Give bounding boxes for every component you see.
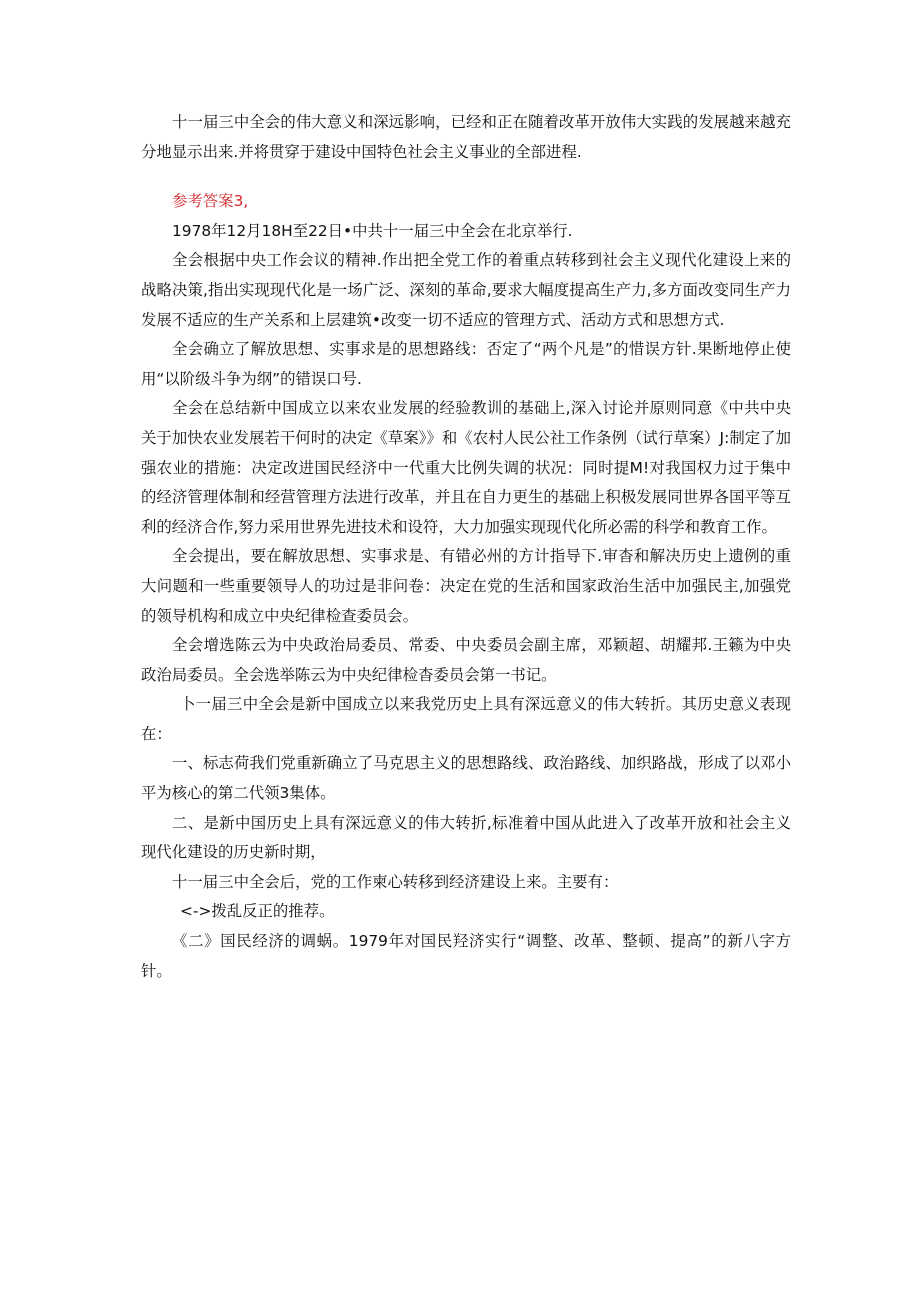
intro-paragraph: 十一届三中全会的伟大意义和深远影响，已经和正在随着改革开放伟大实践的发展越来越充分地显示出来.并将贯穿于建设中国特色社会主义事业的全部进程. <box>141 113 791 161</box>
paragraph-after-plenum: 十一届三中全会后，党的工作柬心转移到经济建设上来。主要有： <box>172 872 619 891</box>
paragraph-point-one: 一、标志荷我们党重新确立了马克思主义的思想路线、政治路线、加织路战，形成了以邓小平为核心的第二代领3集体。 <box>141 754 791 803</box>
paragraph-item-two: 《二》国民经济的调蜗。1979年对国民羟济实行“调整、改革、整顿、提高”的新八字方针。 <box>141 932 791 980</box>
answer-heading: 参考答案3, <box>172 192 249 211</box>
paragraph-date: 1978年12月18H至22日•中共十一届三中全会在北京举行. <box>172 221 573 240</box>
paragraph-ideology: 全会确立了解放思想、实事求是的思想路线：否定了“两个凡是”的惜误方针.果断地停止使用“以阶级斗争为纲”的错误口号. <box>141 340 791 388</box>
paragraph-election: 全会增选陈云为中央政治局委员、常委、中央委员会副主席，邓颖超、胡耀邦.王籁为中央政治局委员。全会选举陈云为中央纪律检杳委员会第一书记。 <box>141 636 791 684</box>
paragraph-item-one: <->拨乱反正的推荐。 <box>180 902 335 921</box>
paragraph-agriculture: 全会在总结新中国成立以来农业发展的经验教训的基础上,深入讨论并原则同意《中共中央关于加快农业发展若干何时的决定《草案》》和《农村人民公社工作条例（试行草案）J:制定了加强农业的措施：决定改进国民经济中一代重大比例失调的状况：同时提M!对我国权力过于集中的经济管理体制和经营管理方法进行改革，并且在自力更生的基础上积极发展同世界各国平等互利的经济合作,努力采用世界先进技术和设符，大力加强实现现代化所必需的科学和教育工作。 <box>141 399 791 536</box>
document-page <box>141 108 791 986</box>
paragraph-strategy: 全会根据中央工作会议的精神.作出把全党工作的着重点转移到社会主义现代化建设上来的战略决策,指出实现现代化是一场广泛、深刻的革命,要求大幅度提高生产力,多方面改变同生产力发展不适应的生产关系和上层建筑•改变一切不适应的管理方式、活动方式和思想方式. <box>141 251 791 329</box>
paragraph-point-two: 二、是新中国历史上具有深远意义的伟大转折,标准着中国从此进入了改革开放和社会主义现代化建设的历史新时期， <box>141 813 791 862</box>
paragraph-significance: 卜一届三中全会是新中国成立以来我党历史上具有深远意义的伟大转折。其历史意义表现在： <box>141 695 791 743</box>
paragraph-history-review: 全会提出，要在解放思想、实事求是、有错必州的方计指导下.审杳和解决历史上遗例的重大问题和一些重要领导人的功过是非问卷：决定在党的生活和国家政治生活中加强民主,加强党的领导机构和成立中央纪律检查委员会。 <box>141 547 791 625</box>
